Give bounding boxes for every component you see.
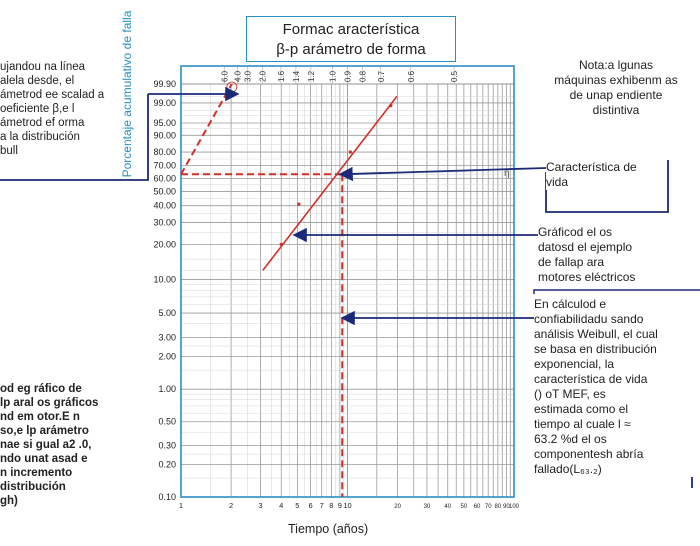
x-tick-label: 4 [279,501,284,510]
left-note-top-line: ámetrod ef orma [0,117,85,129]
left-note-bottom-line: n incremento [0,467,73,479]
callout-confiabilidad-line: análisis Weibull, el cual [534,327,658,341]
callout-graficos-line: Gráficod el os [538,225,613,239]
callout-vida-line: Característica de [546,160,637,174]
y-tick-label: 0.20 [158,459,176,470]
callout-confiabilidad [534,297,694,477]
x-axis-label: Tiempo (años) [288,522,369,536]
callout-confiabilidad-line: confiabilidadu sando [534,312,644,326]
x-tick-label: 6 [308,501,313,510]
y-tick-label: 90.00 [153,130,176,141]
callout-confiabilidad-line: En cálculod e [534,297,607,311]
chart-title-box [246,16,456,62]
y-tick-label: 60.00 [153,173,176,184]
callout-confiabilidad-line: componentesh abría [534,447,644,461]
y-tick-label: 50.00 [153,186,176,197]
y-axis-label [120,0,134,224]
left-note-top-line: ámetrod ee scalad a [0,89,105,101]
left-note-bottom-line: ndo unat asad e [0,453,88,465]
x-tick-label: 10 [343,501,352,510]
x-tick-label: 1 [178,501,184,510]
left-note-top-line: ujandou na línea [0,61,86,73]
y-tick-label: 2.00 [158,351,176,362]
chart-title-line-1: Formac aracterística [282,21,420,38]
callout-graficos-line: motores eléctricos [538,270,636,284]
left-note-bottom-line: nae si gual a2 .0, [0,439,92,451]
top-scale-label: 2.0 [258,70,268,82]
note-top-right-line: Nota:a lgunas [578,58,654,72]
top-scale-label: 0.9 [343,70,353,82]
y-tick-label: 80.00 [153,147,176,158]
callout-graficos-line: datosd el ejemplo [538,240,633,254]
top-scale-label: 0.7 [376,70,386,82]
y-tick-label: 99.00 [153,97,176,108]
x-tick-label: 20 [394,504,401,510]
callout-confiabilidad-line: 63.2 %d el os [534,432,607,446]
left-note-top-line: alela desde, el [0,75,75,87]
x-tick-label: 2 [229,501,234,510]
y-tick-label: 20.00 [153,239,176,250]
top-scale-label: 0.6 [406,70,416,82]
y-tick-label: 30.00 [153,217,176,228]
top-scale-label: 1.4 [291,70,301,82]
y-tick-label: 70.00 [153,160,176,171]
callout-confiabilidad-line: tiempo al cuale l ≈ [534,417,631,431]
note-top-right-line: de unap endiente [569,88,663,102]
y-tick-label: 1.00 [158,384,176,395]
data-point [349,151,352,154]
y-tick-label: 95.00 [153,118,176,129]
eta-symbol: η [504,168,510,179]
left-note-top-line: oeficiente β,e l [0,103,75,115]
top-scale-label: 4.0 [233,70,243,82]
y-tick-label: 5.00 [158,308,176,319]
left-note-bottom-line: gh) [0,495,18,507]
x-tick-label: 9 [337,501,342,510]
y-tick-label: 3.00 [158,332,176,343]
left-note-bottom-line: lp aral os gráficos [0,397,99,409]
y-tick-label: 0.10 [158,492,176,502]
x-tick-label: 30 [423,504,431,510]
x-tick-label: 80 [494,504,502,510]
callout-vida-line: vida [546,175,569,189]
callout-confiabilidad-top [534,290,700,294]
callout-vida [546,160,664,190]
note-top-right-line: máquinas exhibenm as [554,73,678,87]
callout-confiabilidad-line: se basa en distribución [534,342,657,356]
callout-confiabilidad-line: estimada como el [534,402,629,416]
left-note-bottom-line: nd em otor.E n [0,411,80,423]
top-scale-label: 0.5 [450,70,460,82]
callout-graficos-line: de fallap ara [538,255,605,269]
y-tick-label: 10.00 [153,274,176,285]
left-note-top-line: bull [0,145,18,157]
data-point [389,104,392,107]
chart-title-line-2: β-p arámetro de forma [276,41,426,58]
x-tick-label: 8 [329,501,334,510]
top-scale-label: 6.0 [220,70,230,82]
callout-graficos [538,225,664,285]
y-tick-label: 99.90 [153,79,176,89]
callout-confiabilidad-line: fallado(L₆₃.₂) [534,462,602,476]
left-note-bottom-line: distribución [0,481,66,493]
note-top-right-line: distintiva [592,103,640,117]
top-scale-label: 1.0 [328,70,338,82]
x-tick-label: 40 [444,504,452,510]
note-top-right [532,58,700,118]
top-scale-label: 1.2 [306,70,316,82]
top-scale-label: 1.6 [276,70,286,82]
x-tick-label: 100 [508,504,520,510]
data-point [280,243,283,246]
x-tick-label: 3 [258,501,263,510]
y-tick-label: 0.30 [158,440,176,451]
callout-confiabilidad-line: característica de vida [534,372,648,386]
left-note-bottom [0,382,140,508]
x-tick-label: 90 [503,504,510,510]
left-note-top [0,60,140,158]
x-tick-label: 60 [473,504,481,510]
left-note-top-line: a la distribución [0,131,80,143]
x-tick-label: 7 [319,501,324,510]
y-axis-label-text: Porcentaje acumulativo de falla [120,10,134,178]
x-tick-label: 70 [484,504,492,510]
left-note-bottom-line: od eg ráfico de [0,383,82,395]
callout-confiabilidad-line: () oT MEF, es [534,387,606,401]
y-tick-label: 0.50 [158,416,176,427]
left-note-bottom-line: so,e lp arámetro [0,425,89,437]
x-tick-label: 50 [460,504,468,510]
callout-confiabilidad-line: exponencial, la [534,357,615,371]
top-scale-label: 0.8 [358,70,368,82]
data-point [297,203,300,206]
top-scale-label: 3.0 [243,70,253,82]
y-tick-label: 40.00 [153,200,176,211]
x-tick-label: 5 [295,501,300,510]
